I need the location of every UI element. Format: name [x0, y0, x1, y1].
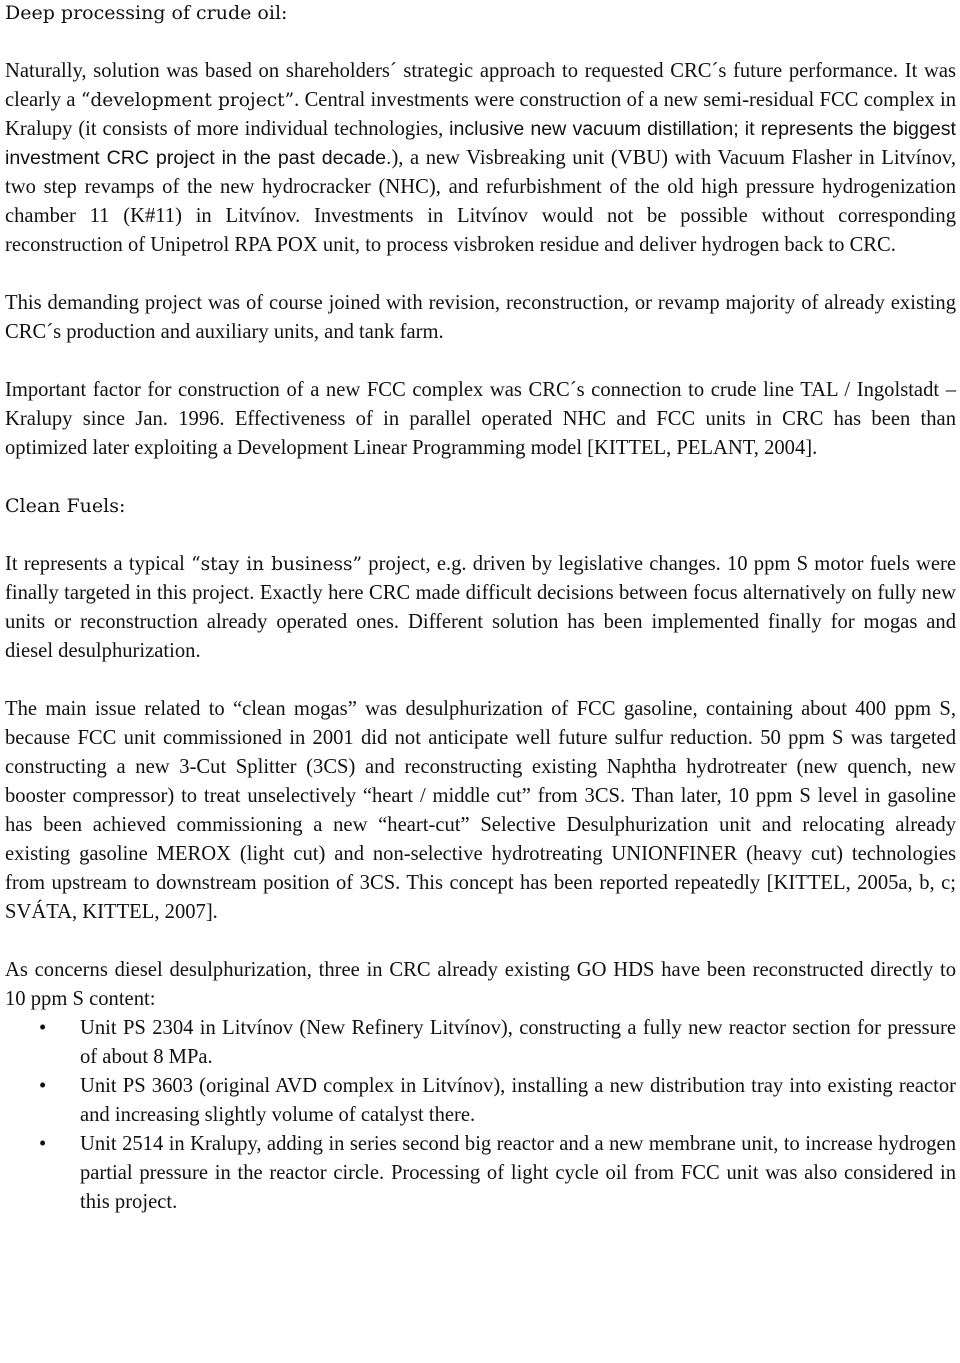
quoted-phrase: “development project” [80, 90, 295, 111]
list-item [5, 1072, 956, 1130]
bullet-list [5, 1014, 956, 1217]
paragraph-text: project, e.g. driven by legislative changes. 10 ppm S motor fuels were finally targeted in this project. Exactly here CRC made difficult decisions between focus alternatively on fully new units or reconstruction already operated ones. Different solution has been implemented finally for mogas and diesel desulphurization. [5, 553, 956, 662]
list-item [5, 1014, 956, 1072]
list-item-text: Unit PS 2304 in Litvínov (New Refinery Litvínov), constructing a fully new reactor section for pressure of about 8 MPa. [80, 1017, 956, 1068]
paragraph-text: ), a new Visbreaking unit (VBU) with Vacuum Flasher in Litvínov, two step revamps of the new hydrocracker (NHC), and refurbishment of the old high pressure hydrogenization chamber 11 (K#11) in Litvínov. Investments in Litvínov would not be possible without corresponding reconstruction of Unipetrol RPA POX unit, to process visbroken residue and deliver hydrogen back to CRC. [5, 147, 956, 256]
paragraph-fcc-complex: Important factor for construction of a new FCC complex was CRC´s connection to crude line TAL / Ingolstadt – Kralupy since Jan. 1996. Effectiveness of in parallel operated NHC and FCC units in CRC has been than optimized later exploiting a Development Linear Programming model [KITTEL, PELANT, 2004]. [5, 379, 956, 459]
paragraph-text: Naturally, solution was based on shareholders´ strategic approach to requested CRC´s future performance. It was clearly a [5, 60, 956, 111]
bullet-icon: • [39, 1075, 47, 1097]
paragraph-text: It represents a typical [5, 553, 192, 575]
paragraph-stay-in-business [5, 550, 956, 666]
quoted-phrase: “stay in business” [191, 554, 363, 575]
list-item-text: Unit 2514 in Kralupy, adding in series second big reactor and a new membrane unit, to increase hydrogen partial pressure in the reactor circle. Processing of light cycle oil from FCC unit was also considered in this project. [80, 1133, 956, 1213]
list-item-text: Unit PS 3603 (original AVD complex in Litvínov), installing a new distribution tray into existing reactor and increasing slightly volume of catalyst there. [80, 1075, 956, 1126]
section-heading-clean-fuels: Clean Fuels: [5, 495, 126, 517]
paragraph-investments [5, 57, 956, 260]
bullet-icon: • [39, 1133, 47, 1155]
paragraph-text: . Central investments were construction of a new semi-residual FCC complex in Kralupy (it consists of more individual technologies, [5, 89, 956, 140]
document-page [5, 0, 956, 1217]
bullet-icon: • [39, 1017, 47, 1039]
paragraph-clean-mogas: The main issue related to “clean mogas” was desulphurization of FCC gasoline, containing about 400 ppm S, because FCC unit commissioned in 2001 did not anticipate well future sulfur reduction. 50 ppm S was targeted constructing a new 3-Cut Splitter (3CS) and reconstructing existing Naphtha hydrotreater (new quench, new booster compressor) to treat unselectively “heart / middle cut” from 3CS. Than later, 10 ppm S level in gasoline has been achieved commissioning a new “heart-cut” Selective Desulphurization unit and relocating already existing gasoline MEROX (light cut) and non-selective hydrotreating UNIONFINER (heavy cut) technologies from upstream to downstream position of 3CS. This concept has been reported repeatedly [KITTEL, 2005a, b, c; SVÁTA, KITTEL, 2007]. [5, 698, 956, 923]
paragraph-text-sans: inclusive new vacuum distillation; it represents the biggest investment CRC project in the past decade. [5, 118, 956, 169]
paragraph-revision: This demanding project was of course joined with revision, reconstruction, or revamp majority of already existing CRC´s production and auxiliary units, and tank farm. [5, 292, 956, 343]
paragraph-diesel: As concerns diesel desulphurization, three in CRC already existing GO HDS have been reconstructed directly to 10 ppm S content: [5, 959, 956, 1010]
list-item [5, 1130, 956, 1217]
section-heading-deep-processing: Deep processing of crude oil: [5, 2, 288, 24]
